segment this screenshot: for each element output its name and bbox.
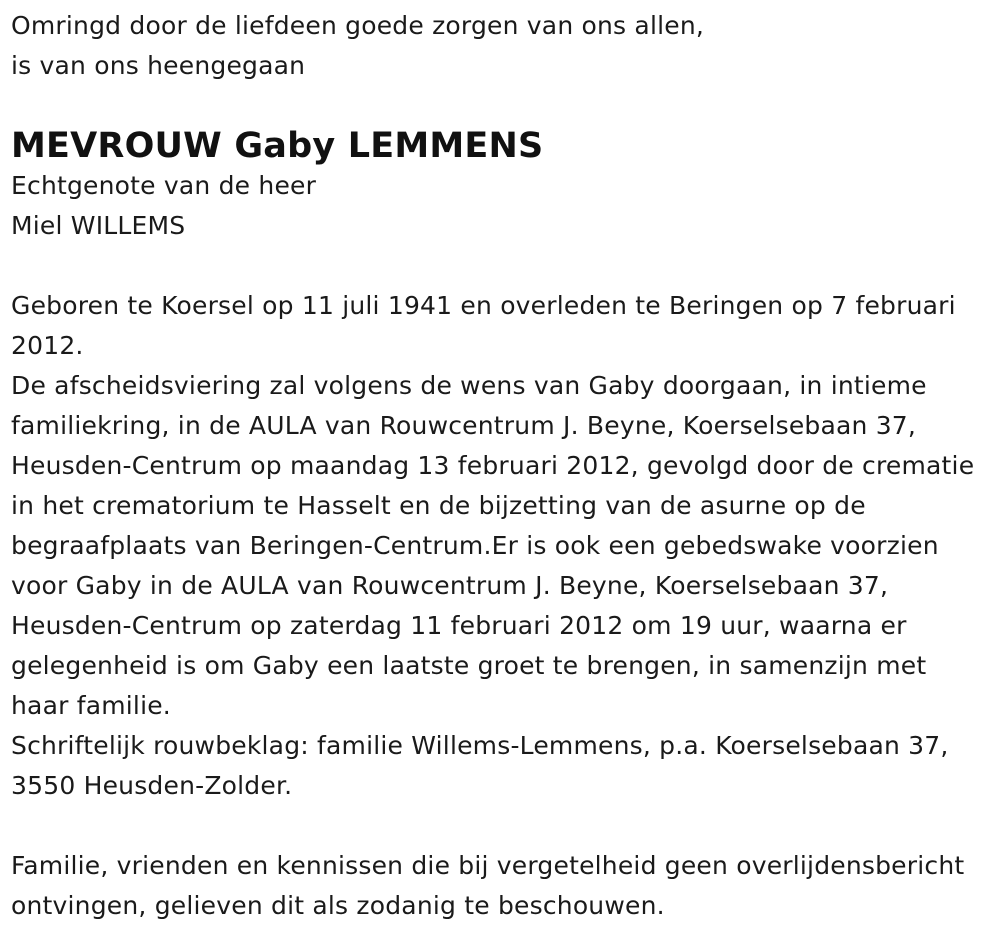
birth-death-paragraph: Geboren te Koersel op 11 juli 1941 en overleden te Beringen op 7 februari 2012. (11, 291, 956, 360)
intro-line-2: is van ons heengegaan (11, 51, 306, 80)
closing-block (11, 846, 991, 926)
spacer (11, 246, 991, 286)
intro-block (11, 6, 991, 86)
spouse-block (11, 166, 991, 246)
condolences-paragraph: Schriftelijk rouwbeklag: familie Willems-Lemmens, p.a. Koerselsebaan 37, 3550 Heusden-Zolder. (11, 731, 949, 800)
intro-line-1: Omringd door de liefdeen goede zorgen van ons allen, (11, 11, 705, 40)
spouse-line-2: Miel WILLEMS (11, 211, 186, 240)
ceremony-paragraph: De afscheidsviering zal volgens de wens van Gaby doorgaan, in intieme familiekring, in de AULA van Rouwcentrum J. Beyne, Koerselsebaan 37, Heusden-Centrum op maandag 13 februari 2012, gevolgd door de crematie in het crematorium te Hasselt en de bijzetting van de asurne op de begraafplaats van Beringen-Centrum.Er is ook een gebedswake voorzien voor Gaby in de AULA van Rouwcentrum J. Beyne, Koerselsebaan 37, Heusden-Centrum op zaterdag 11 februari 2012 om 19 uur, waarna er gelegenheid is om Gaby een laatste groet te brengen, in samenzijn met haar familie. (11, 371, 975, 720)
deceased-name: MEVROUW Gaby LEMMENS (11, 126, 544, 166)
body-block (11, 286, 991, 806)
closing-paragraph: Familie, vrienden en kennissen die bij vergetelheid geen overlijdensbericht ontvingen, gelieven dit als zodanig te beschouwen. (11, 851, 965, 920)
obituary-notice (11, 6, 991, 926)
spouse-line-1: Echtgenote van de heer (11, 171, 317, 200)
spacer (11, 806, 991, 846)
